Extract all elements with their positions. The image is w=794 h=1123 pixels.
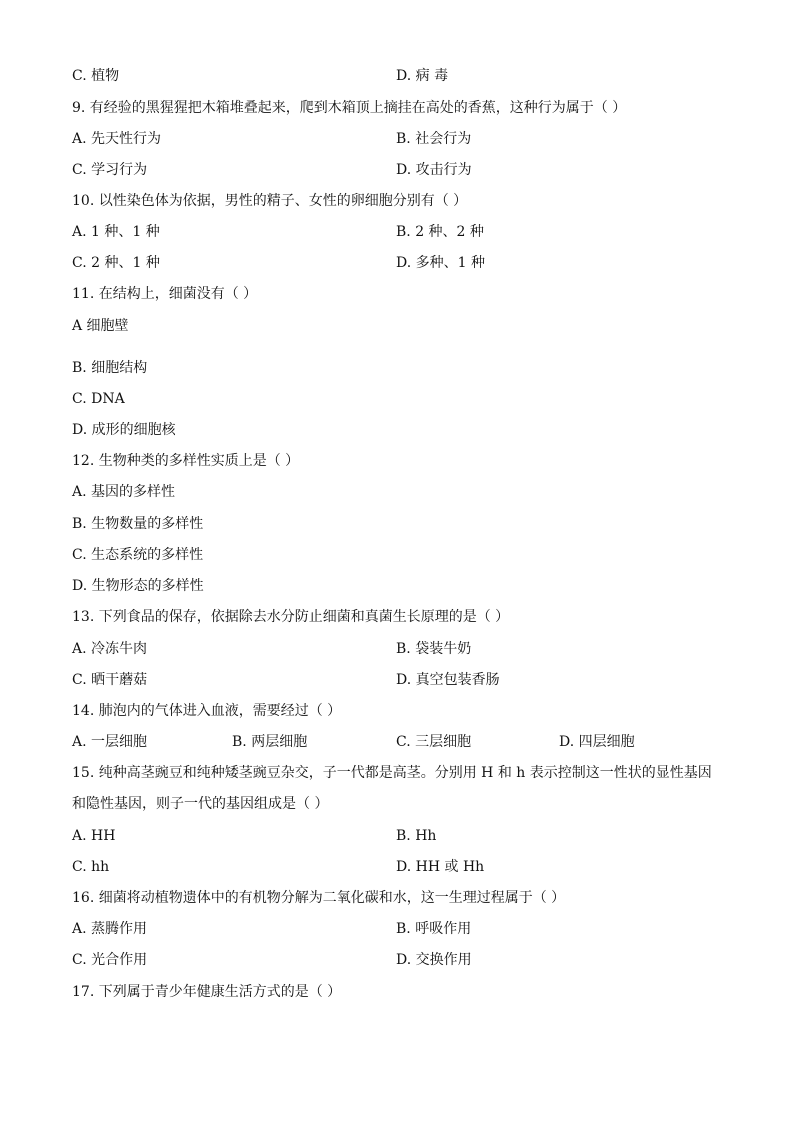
question-line: 13. 下列食品的保存，依据除去水分防止细菌和真菌生长原理的是（ ） bbox=[72, 609, 510, 625]
question-line: 17. 下列属于青少年健康生活方式的是（ ） bbox=[72, 984, 342, 1000]
answer-option: B. 两层细胞 bbox=[232, 734, 308, 750]
option-row bbox=[72, 66, 734, 86]
answer-option: A. 蒸腾作用 bbox=[72, 921, 148, 937]
option-row bbox=[72, 857, 734, 877]
question-line: 和隐性基因，则子一代的基因组成是（ ） bbox=[72, 796, 329, 812]
answer-option: D. 四层细胞 bbox=[559, 734, 635, 750]
answer-option: C. 光合作用 bbox=[72, 952, 148, 968]
answer-option: B. 2 种、2 种 bbox=[396, 224, 484, 240]
question-line: 12. 生物种类的多样性实质上是（ ） bbox=[72, 453, 300, 469]
option-row bbox=[72, 919, 734, 939]
question-line: 15. 纯种高茎豌豆和纯种矮茎豌豆杂交，子一代都是高茎。分别用 H 和 h 表示控制这一性状的显性基因 bbox=[72, 765, 712, 781]
question-line: B. 生物数量的多样性 bbox=[72, 516, 204, 532]
question-line: D. 成形的细胞核 bbox=[72, 422, 176, 438]
question-line: 9. 有经验的黑猩猩把木箱堆叠起来，爬到木箱顶上摘挂在高处的香蕉，这种行为属于（ ） bbox=[72, 100, 627, 116]
question-line: A. 基因的多样性 bbox=[72, 484, 176, 500]
answer-option: C. 植物 bbox=[72, 68, 120, 84]
answer-option: D. 病 毒 bbox=[396, 68, 449, 84]
question-line: 14. 肺泡内的气体进入血液，需要经过（ ） bbox=[72, 703, 342, 719]
option-row bbox=[72, 826, 734, 846]
option-row bbox=[72, 129, 734, 149]
question-line: A 细胞壁 bbox=[72, 318, 129, 334]
question-line: 16. 细菌将动植物遗体中的有机物分解为二氧化碳和水，这一生理过程属于（ ） bbox=[72, 890, 566, 906]
option-row bbox=[72, 160, 734, 180]
answer-option: C. 2 种、1 种 bbox=[72, 255, 160, 271]
question-line: C. DNA bbox=[72, 391, 125, 407]
answer-option: C. 学习行为 bbox=[72, 162, 148, 178]
option-row bbox=[72, 639, 734, 659]
answer-option: B. Hh bbox=[396, 828, 437, 844]
answer-option: D. 交换作用 bbox=[396, 952, 472, 968]
answer-option: C. hh bbox=[72, 859, 110, 875]
answer-option: D. 真空包装香肠 bbox=[396, 672, 500, 688]
answer-option: A. 先天性行为 bbox=[72, 131, 162, 147]
answer-option: D. 多种、1 种 bbox=[396, 255, 485, 271]
answer-option: A. 1 种、1 种 bbox=[72, 224, 160, 240]
answer-option: A. 冷冻牛肉 bbox=[72, 641, 148, 657]
question-line: C. 生态系统的多样性 bbox=[72, 547, 204, 563]
answer-option: D. HH 或 Hh bbox=[396, 859, 485, 875]
option-row bbox=[72, 950, 734, 970]
answer-option: D. 攻击行为 bbox=[396, 162, 472, 178]
option-row bbox=[72, 222, 734, 242]
question-line: B. 细胞结构 bbox=[72, 360, 148, 376]
question-line: 10. 以性染色体为依据，男性的精子、女性的卵细胞分别有（ ） bbox=[72, 193, 468, 209]
answer-option: C. 三层细胞 bbox=[396, 734, 472, 750]
answer-option: A. 一层细胞 bbox=[72, 734, 148, 750]
question-line: 11. 在结构上，细菌没有（ ） bbox=[72, 286, 258, 302]
answer-option: B. 袋装牛奶 bbox=[396, 641, 472, 657]
question-line: D. 生物形态的多样性 bbox=[72, 578, 204, 594]
answer-option: B. 呼吸作用 bbox=[396, 921, 472, 937]
answer-option: C. 晒干蘑菇 bbox=[72, 672, 148, 688]
option-row bbox=[72, 253, 734, 273]
answer-option: A. HH bbox=[72, 828, 116, 844]
option-row bbox=[72, 732, 734, 752]
answer-option: B. 社会行为 bbox=[396, 131, 472, 147]
option-row bbox=[72, 670, 734, 690]
